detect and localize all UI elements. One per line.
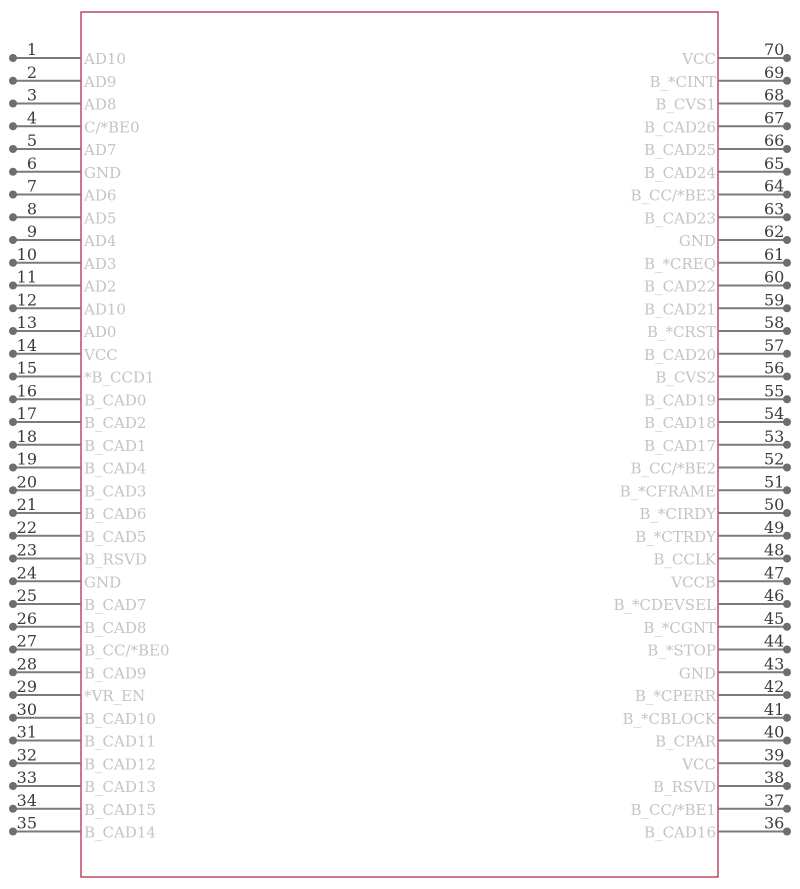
pin-number: 13 bbox=[16, 313, 37, 332]
pin-name: B_CAD21 bbox=[644, 300, 716, 319]
pin-name: B_CAD0 bbox=[84, 391, 147, 410]
pin-name: B_*CPERR bbox=[634, 687, 716, 705]
pin-number: 3 bbox=[26, 85, 37, 105]
pin-name: B_CC/*BE1 bbox=[630, 800, 716, 819]
pin-number: 12 bbox=[16, 290, 37, 310]
pin-number: 45 bbox=[764, 608, 785, 628]
pin-number: 47 bbox=[764, 563, 785, 583]
pin-name: B_CVS2 bbox=[655, 368, 716, 387]
pin-number: 39 bbox=[764, 745, 785, 765]
pin-number: 65 bbox=[764, 153, 785, 173]
pin-name: C/*BE0 bbox=[84, 118, 140, 137]
pin-name: B_CC/*BE3 bbox=[630, 186, 716, 205]
pin-name: VCC bbox=[682, 755, 716, 774]
pin-terminal-dot bbox=[9, 213, 17, 221]
pin-number: 38 bbox=[764, 768, 785, 787]
pin-name: B_CAD5 bbox=[84, 527, 147, 546]
pin-number: 59 bbox=[764, 290, 785, 310]
pin-terminal-dot bbox=[9, 54, 17, 62]
pin-name: B_CAD6 bbox=[84, 505, 147, 523]
pin-number: 50 bbox=[764, 495, 785, 514]
pin-number: 68 bbox=[764, 85, 785, 105]
pin-number: 54 bbox=[764, 404, 785, 423]
pin-number: 63 bbox=[764, 199, 785, 219]
pin-number: 56 bbox=[764, 358, 785, 378]
pin-name: B_CAD19 bbox=[644, 391, 716, 410]
pin-name: B_CVS1 bbox=[655, 95, 716, 114]
pin-number: 19 bbox=[16, 449, 37, 469]
pin-number: 53 bbox=[764, 426, 785, 446]
pin-name: B_CAD23 bbox=[644, 209, 716, 228]
pin-number: 70 bbox=[764, 40, 785, 59]
pin-number: 23 bbox=[16, 540, 37, 560]
pin-name: B_*CREQ bbox=[643, 254, 716, 273]
pin-number: 64 bbox=[764, 176, 785, 196]
pin-name: B_CAD16 bbox=[644, 823, 716, 842]
pin-number: 35 bbox=[16, 813, 37, 833]
pin-terminal-dot bbox=[9, 100, 17, 108]
pin-name: B_*CTRDY bbox=[635, 527, 716, 546]
left-pin-group bbox=[9, 40, 170, 842]
pin-name: B_CAD8 bbox=[84, 618, 147, 637]
pin-name: B_CAD2 bbox=[84, 414, 147, 432]
pin-number: 33 bbox=[16, 768, 37, 787]
pin-name: B_CAD22 bbox=[644, 277, 716, 296]
pin-name: B_*CGNT bbox=[643, 618, 716, 637]
pin-name: B_CAD25 bbox=[644, 141, 716, 159]
pin-number: 2 bbox=[26, 62, 37, 82]
pin-name: AD4 bbox=[84, 232, 117, 250]
pin-name: B_CAD7 bbox=[84, 596, 147, 614]
pin-name: AD7 bbox=[84, 141, 117, 159]
pin-name: VCC bbox=[84, 345, 118, 364]
pin-number: 30 bbox=[16, 699, 37, 719]
pin-number: 25 bbox=[16, 586, 37, 605]
pin-name: B_RSVD bbox=[653, 778, 716, 796]
pin-number: 28 bbox=[16, 654, 37, 674]
pin-number: 44 bbox=[764, 631, 785, 651]
pin-name: B_CAD1 bbox=[84, 436, 147, 455]
pin-number: 11 bbox=[16, 267, 37, 287]
pin-number: 15 bbox=[16, 358, 37, 378]
pin-number: 61 bbox=[764, 244, 785, 264]
pin-number: 67 bbox=[764, 108, 785, 128]
pin-number: 27 bbox=[16, 631, 37, 651]
pin-number: 9 bbox=[26, 222, 37, 241]
pin-name: B_CC/*BE2 bbox=[630, 459, 716, 478]
pin-number: 48 bbox=[764, 540, 785, 560]
pin-number: 57 bbox=[764, 335, 785, 355]
pin-number: 29 bbox=[16, 677, 37, 696]
pin-number: 8 bbox=[26, 199, 37, 219]
pin-number: 49 bbox=[764, 517, 785, 537]
pin-terminal-dot bbox=[9, 77, 17, 85]
pin-terminal-dot bbox=[9, 122, 17, 130]
pin-name: AD10 bbox=[84, 50, 126, 68]
pin-number: 22 bbox=[16, 517, 37, 537]
pin-name: B_CC/*BE0 bbox=[84, 641, 170, 660]
pin-name: B_CAD10 bbox=[84, 709, 156, 728]
pin-number: 24 bbox=[16, 563, 37, 583]
pin-name: AD5 bbox=[84, 209, 117, 228]
pin-number: 26 bbox=[16, 608, 37, 628]
pin-name: GND bbox=[678, 664, 716, 683]
pin-name: B_*CINT bbox=[649, 72, 716, 91]
pin-number: 10 bbox=[16, 244, 37, 264]
pin-terminal-dot bbox=[9, 191, 17, 199]
pin-number: 32 bbox=[16, 745, 37, 765]
pin-name: *B_CCD1 bbox=[84, 368, 155, 387]
pin-number: 58 bbox=[764, 313, 785, 332]
pin-number: 66 bbox=[764, 131, 785, 150]
pin-name: VCC bbox=[682, 50, 716, 68]
pin-name: B_*STOP bbox=[647, 641, 716, 660]
pin-name: AD3 bbox=[84, 254, 117, 273]
pin-number: 4 bbox=[26, 108, 37, 128]
pin-name: B_CAD24 bbox=[644, 163, 716, 182]
pin-terminal-dot bbox=[9, 145, 17, 153]
pin-number: 40 bbox=[764, 722, 785, 742]
pin-name: B_CAD26 bbox=[644, 118, 716, 137]
pin-name: B_CAD18 bbox=[644, 414, 716, 432]
component-body bbox=[81, 12, 718, 877]
pin-number: 42 bbox=[764, 677, 785, 696]
pin-number: 36 bbox=[764, 813, 785, 833]
pin-number: 20 bbox=[16, 472, 37, 492]
pin-name: B_CAD3 bbox=[84, 482, 147, 501]
pin-name: AD9 bbox=[84, 72, 117, 91]
pin-name: AD2 bbox=[84, 277, 117, 296]
pin-name: GND bbox=[678, 232, 716, 250]
pin-number: 62 bbox=[764, 222, 785, 241]
pin-name: B_CAD17 bbox=[644, 436, 716, 455]
pin-number: 41 bbox=[764, 699, 785, 719]
pin-name: B_*CFRAME bbox=[619, 482, 716, 501]
pin-number: 52 bbox=[764, 449, 785, 469]
pin-name: B_CAD4 bbox=[84, 459, 147, 478]
pin-name: B_*CBLOCK bbox=[622, 709, 716, 728]
pin-number: 7 bbox=[26, 176, 37, 196]
pin-number: 31 bbox=[16, 722, 37, 742]
pin-number: 14 bbox=[16, 335, 37, 355]
pin-name: B_CAD20 bbox=[644, 345, 716, 364]
pin-name: B_CAD14 bbox=[84, 823, 156, 842]
pin-number: 5 bbox=[26, 131, 37, 150]
pin-number: 46 bbox=[764, 586, 785, 605]
pin-name: *VR_EN bbox=[84, 687, 146, 705]
pin-name: B_*CIRDY bbox=[639, 505, 716, 523]
pin-number: 43 bbox=[764, 654, 785, 674]
pin-number: 1 bbox=[26, 40, 37, 59]
pin-name: AD0 bbox=[84, 323, 117, 341]
pin-number: 21 bbox=[16, 495, 37, 514]
right-pin-group bbox=[614, 40, 792, 842]
pin-number: 51 bbox=[764, 472, 785, 492]
pin-name: VCCB bbox=[671, 573, 716, 592]
pin-name: AD8 bbox=[84, 95, 117, 114]
pin-number: 6 bbox=[26, 153, 37, 173]
pin-name: B_*CRST bbox=[646, 323, 716, 341]
pin-name: B_CAD11 bbox=[84, 732, 156, 751]
pin-name: B_RSVD bbox=[84, 550, 147, 569]
pin-name: B_CAD9 bbox=[84, 664, 147, 683]
pin-name: AD10 bbox=[84, 300, 126, 319]
pin-name: B_CPAR bbox=[655, 732, 716, 751]
pin-number: 18 bbox=[16, 426, 37, 446]
pin-terminal-dot bbox=[9, 168, 17, 176]
pin-name: B_CCLK bbox=[653, 550, 716, 569]
pin-name: GND bbox=[84, 573, 122, 592]
pin-name: AD6 bbox=[84, 186, 117, 205]
pin-name: B_CAD12 bbox=[84, 755, 156, 774]
pin-number: 17 bbox=[16, 404, 37, 423]
pin-number: 37 bbox=[764, 790, 785, 810]
pin-name: B_CAD15 bbox=[84, 800, 156, 819]
pin-number: 16 bbox=[16, 381, 37, 401]
pin-name: B_*CDEVSEL bbox=[613, 596, 716, 614]
pin-name: B_CAD13 bbox=[84, 778, 156, 796]
pin-number: 60 bbox=[764, 267, 785, 287]
pin-number: 55 bbox=[764, 381, 785, 401]
pin-terminal-dot bbox=[9, 236, 17, 244]
pin-name: GND bbox=[84, 163, 122, 182]
pin-number: 34 bbox=[16, 790, 37, 810]
pin-number: 69 bbox=[764, 62, 785, 82]
